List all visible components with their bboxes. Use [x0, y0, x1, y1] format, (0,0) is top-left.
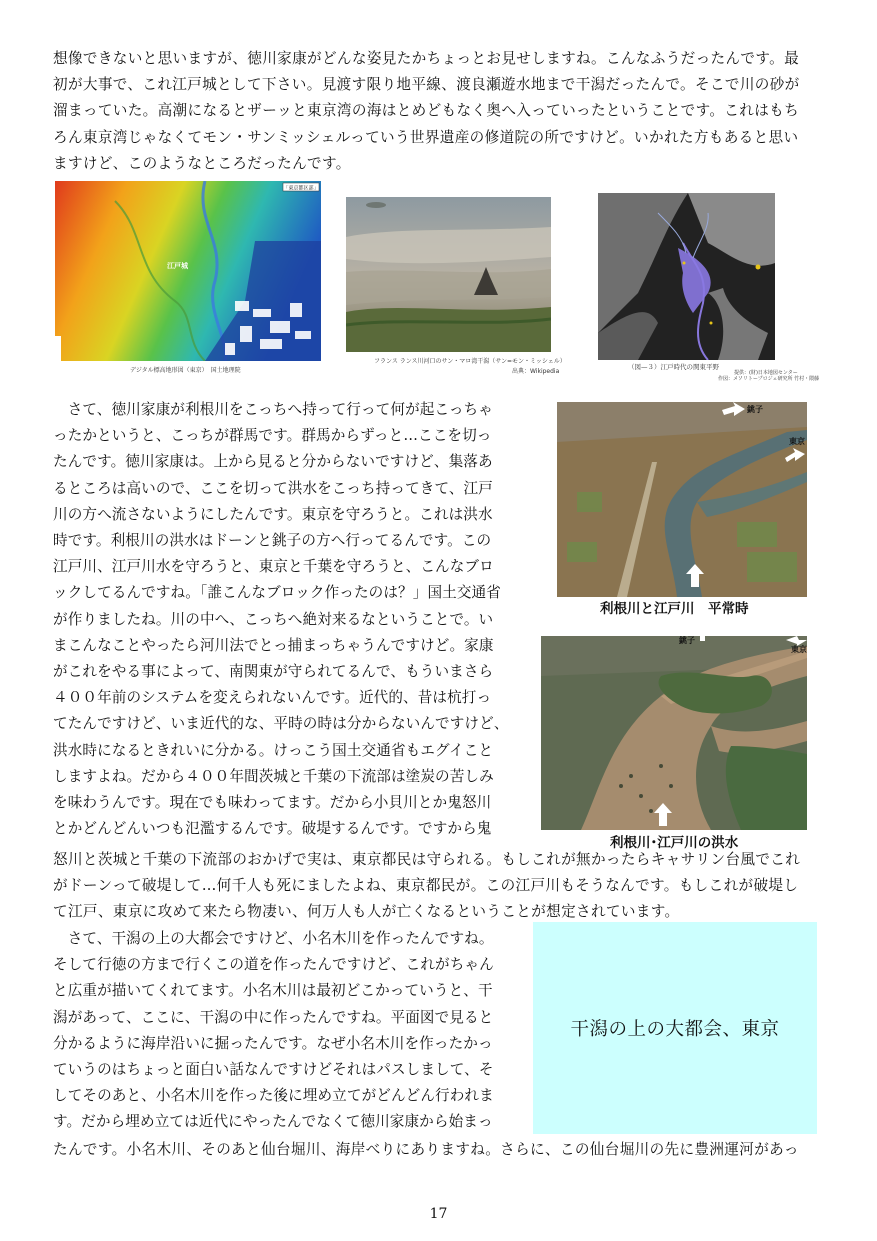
edo-castle-label: 江戸城	[167, 262, 188, 270]
text-line: て江戸、東京に攻めて来たら物凄い、何万人も人が亡くなるということが想定されています。	[53, 903, 680, 921]
text-line: ４００年前のシステムを変えられないんです。近代的、昔は杭打っ	[53, 689, 492, 707]
text-line: そして行徳の方まで行くこの道を作ったんですけど、これがちゃん	[53, 956, 494, 974]
callout-title: 干潟の上の大都会、東京	[570, 1019, 780, 1040]
kanto-plain-map	[598, 193, 775, 360]
text-line: まこんなことやったら河川法でとっ捕まっちゃうんですけど。家康	[53, 636, 494, 654]
text-line: しますよね。だから４００年間茨城と千葉の下流部は塗炭の苦しみ	[53, 767, 494, 785]
kanto-map-credit-2: 作図：メソリトープロジェ研究所 竹村・隈藤	[718, 376, 820, 382]
tone-river-flood-photo	[541, 636, 807, 830]
tone-river-flood-caption: 利根川･江戸川の洪水	[610, 835, 739, 851]
intro-paragraph	[53, 46, 828, 177]
choshi-label: 銚子	[679, 636, 695, 645]
text-line: す。だから埋め立ては近代にやったんでなくて徳川家康から始まっ	[53, 1113, 493, 1131]
tone-river-normal-photo	[557, 402, 807, 597]
text-line: 溜まっていた。高潮になるとザーッと東京湾の海はとめどもなく奥へ入っていったということです。これはもち	[53, 102, 800, 120]
text-line: と広重が描いてくれてます。小名木川は最初どこかっていうと、干	[53, 982, 493, 1000]
text-line: を味わうんです。現在でも味わってます。だから小貝川とか鬼怒川	[53, 794, 492, 812]
kanto-plain-map-image	[598, 193, 775, 360]
text-line: たんです。小名木川、そのあと仙台堀川、海岸べりにありますね。さらに、この仙台堀川の先に豊洲運河があっ	[53, 1141, 799, 1158]
tone-river-flood-image	[541, 636, 807, 830]
text-line: さて、干潟の上の大都会ですけど、小名木川を作ったんですね。	[53, 930, 494, 947]
text-line: 分かるように海岸沿いに掘ったんです。なぜ小名木川を作ったかっ	[53, 1034, 493, 1052]
text-line: がドーンって破堤して…何千人も死にましたよね、東京都民が。この江戸川もそうなんです。もしこれが破堤し	[53, 877, 799, 895]
text-line: 江戸川、江戸川水を守ろうと、東京と千葉を守ろうと、こんなブロ	[53, 558, 494, 576]
last-paragraph-line	[53, 1137, 828, 1163]
text-line: てたんですけど、いま近代的な、平時の時は分からないんですけど、	[53, 715, 509, 733]
text-line: さて、徳川家康が利根川をこっちへ持って行って何が起こっちゃ	[53, 401, 493, 418]
text-line: たんです。徳川家康は。上から見ると分からないですけど、集落あ	[53, 453, 493, 471]
tokyo-label: 東京	[791, 645, 807, 654]
page-number: 17	[429, 1206, 448, 1222]
tidal-flat-caption: フランス ランス川河口のサン・マロ湾干潟（サン=モン・ミッシェル）	[374, 358, 566, 365]
kanto-map-credit: 提供：(財)日本地図センター	[734, 370, 798, 376]
text-line: ていうのはちょっと面白い話なんですけどそれはパスしまして、そ	[53, 1061, 494, 1079]
text-line: とかどんどんいつも氾濫するんです。破堤するんです。ですから鬼	[53, 820, 492, 838]
tokyo-label: 東京	[789, 437, 805, 446]
kanto-map-caption: （図—３）江戸時代の関東平野	[628, 363, 719, 371]
choshi-label: 銚子	[747, 405, 763, 414]
text-line: 時です。利根川の洪水はドーンと銚子の方へ行ってるんです。この	[53, 532, 492, 550]
middle-paragraph	[53, 397, 523, 842]
text-line: ろん東京湾じゃなくてモン・サンミッシェルっていう世界遺産の修道院の所ですけど。いかれた方もあると思い	[53, 128, 799, 146]
map-inset-label: 「東京都区部」	[283, 185, 319, 192]
text-line: 潟があって、ここに、干潟の中に作ったんですね。平面図で見ると	[53, 1008, 494, 1026]
elevation-map-image	[55, 181, 321, 361]
text-line: ったかというと、こっちが群馬です。群馬からずっと…ここを切っ	[53, 427, 492, 445]
tidal-flat-source: 出典：Wikipedia	[512, 368, 560, 375]
text-line: るところは高いので、ここを切って洪水をこっち持ってきて、江戸	[53, 479, 493, 497]
text-line: ますけど、このようなところだったんです。	[53, 154, 351, 172]
text-line: ックしてるんですね。「誰こんなブロック作ったのは？」国土交通省	[53, 584, 501, 602]
text-line: がこれをやる事によって、南関東が守られてるんで、もういまさら	[53, 663, 494, 681]
tidal-flat-photo-image	[346, 197, 551, 352]
text-line: 川の方へ流さないようにしたんです。東京を守ろうと。これは洪水	[53, 505, 493, 523]
mont-saint-michel-photo	[346, 197, 551, 352]
text-line: 想像できないと思いますが、徳川家康がどんな姿見たかちょっとお見せしますね。こんなふうだったんです。最	[53, 50, 800, 67]
full-width-paragraph	[53, 847, 828, 926]
elevation-map-caption: デジタル標高地形図（東京） 国土地理院	[130, 367, 241, 374]
section-callout-box	[533, 922, 817, 1134]
lower-paragraph	[53, 926, 523, 1136]
tone-river-normal-caption: 利根川と江戸川 平常時	[600, 601, 749, 617]
text-line: してそのあと、小名木川を作った後に埋め立てがどんどん行われま	[53, 1087, 494, 1105]
tone-river-normal-image	[557, 402, 807, 597]
text-line: 洪水時になるときれいに分かる。けっこう国土交通省もエグイこと	[53, 741, 494, 759]
text-line: 怒川と茨城と千葉の下流部のおかげで実は、東京都民は守られる。もしこれが無かったらキャサリン台風でこれ	[53, 851, 801, 868]
text-line: が作りましたね。川の中へ、こっちへ絶対来るなということで。い	[53, 610, 494, 628]
elevation-map-figure	[55, 181, 321, 361]
text-line: 初が大事で、これ江戸城として下さい。見渡す限り地平線、渡良瀬遊水地まで干潟だったんで。そこで川の砂が	[53, 76, 800, 94]
